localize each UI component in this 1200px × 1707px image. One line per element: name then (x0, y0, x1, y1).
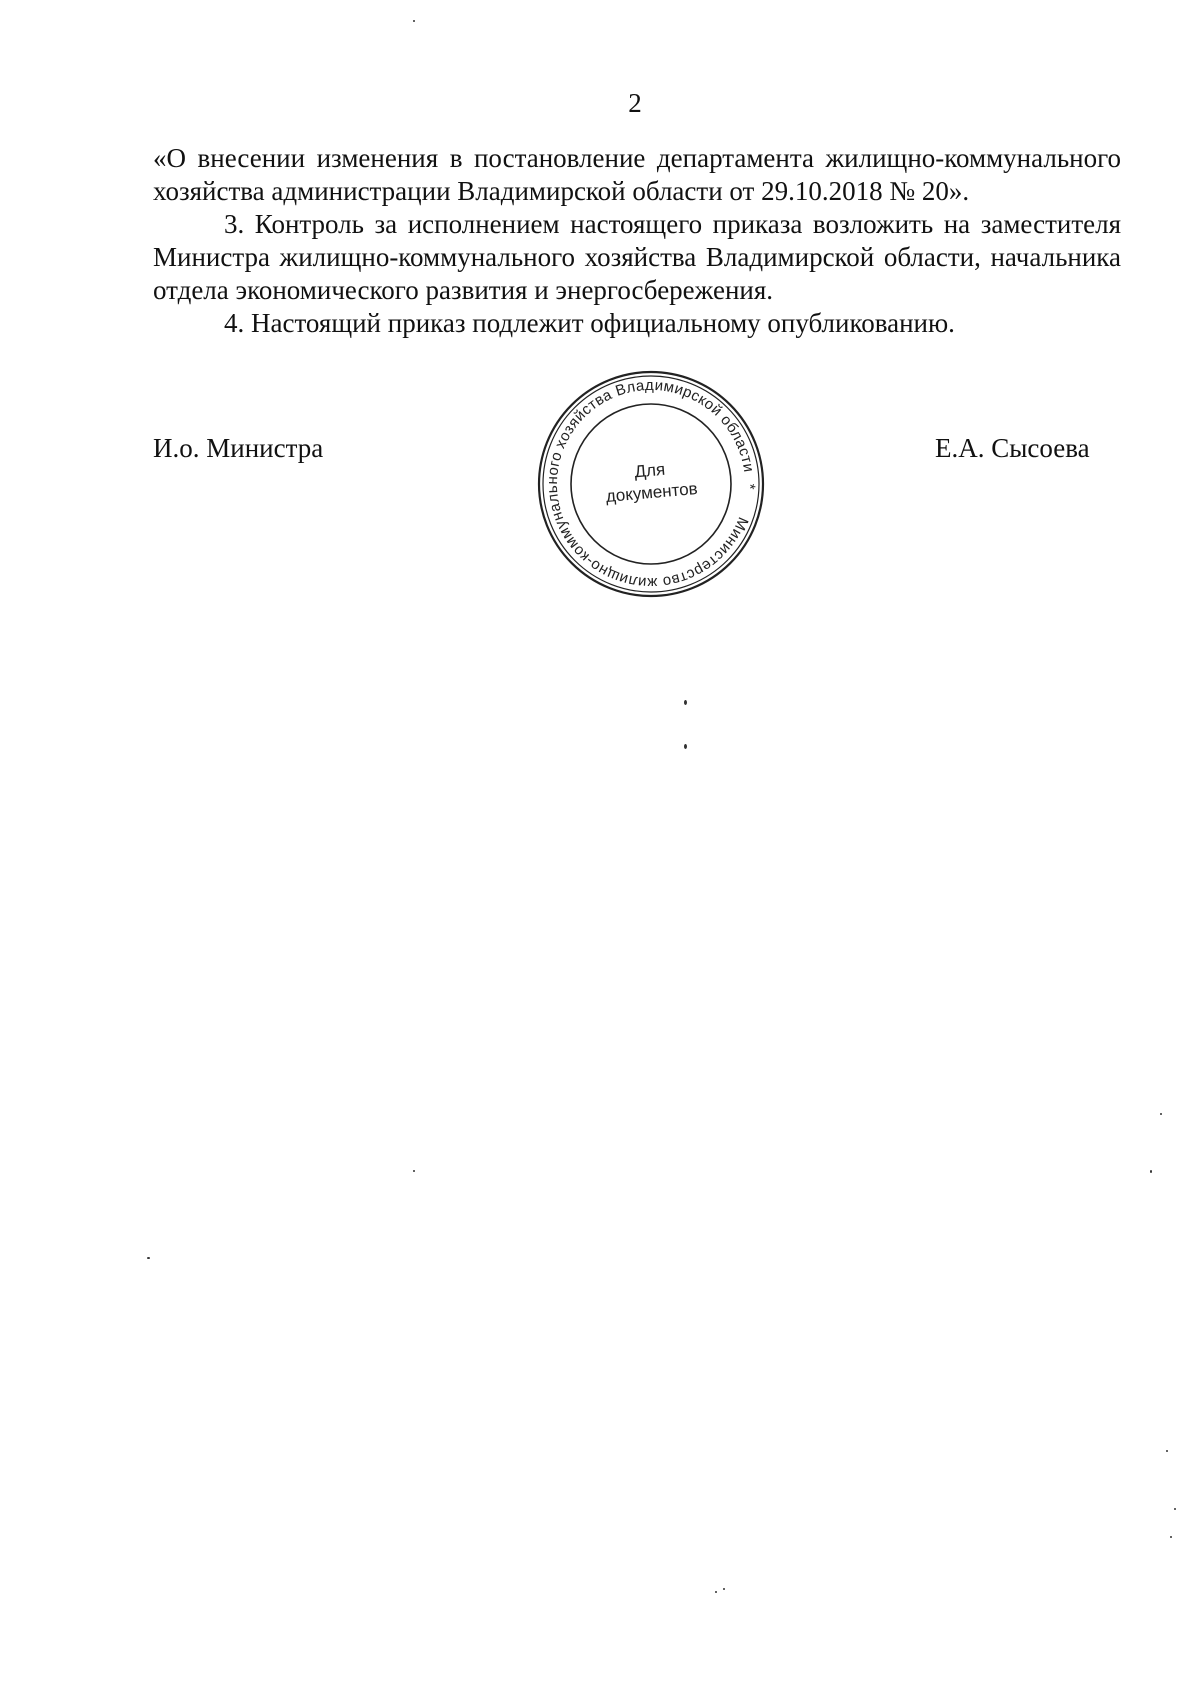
page-number: 2 (628, 88, 642, 118)
seal-stamp (535, 368, 767, 600)
seal-ring-text: Министерство жилищно-коммунального хозяйства Владимирской области (543, 376, 758, 592)
seal-center-line-1: Для (633, 459, 666, 482)
document-body (153, 142, 1121, 340)
paragraph-publication: 4. Настоящий приказ подлежит официальному опубликованию. (224, 308, 955, 338)
official-seal (535, 368, 767, 600)
scan-speck (715, 1591, 717, 1593)
signatory-role: И.о. Министра (153, 433, 324, 463)
paragraph-control: 3. Контроль за исполнением настоящего приказа возложить на заместителя Министра жилищно-коммунального хозяйства Владимирской области, начальника отдела экономического развития и энергосбережения. (153, 209, 1121, 305)
seal-center-line-2: документов (605, 478, 699, 506)
scan-speck (723, 1588, 725, 1590)
scan-speck (684, 700, 687, 705)
scan-speck (147, 1257, 150, 1259)
scan-speck (1170, 1536, 1172, 1538)
scan-speck (1150, 1170, 1152, 1173)
paragraph-title-reference: «О внесении изменения в постановление департамента жилищно-коммунального хозяйства администрации Владимирской области от 29.10.2018 № 20». (153, 143, 1121, 206)
scan-speck (1166, 1450, 1168, 1452)
seal-star: * (740, 483, 759, 491)
scan-speck (413, 20, 415, 22)
scan-speck (684, 744, 687, 749)
signatory-name: Е.А. Сысоева (935, 433, 1090, 463)
scan-speck (413, 1170, 415, 1172)
scan-speck (1160, 1113, 1162, 1115)
scan-speck (1174, 1508, 1176, 1510)
